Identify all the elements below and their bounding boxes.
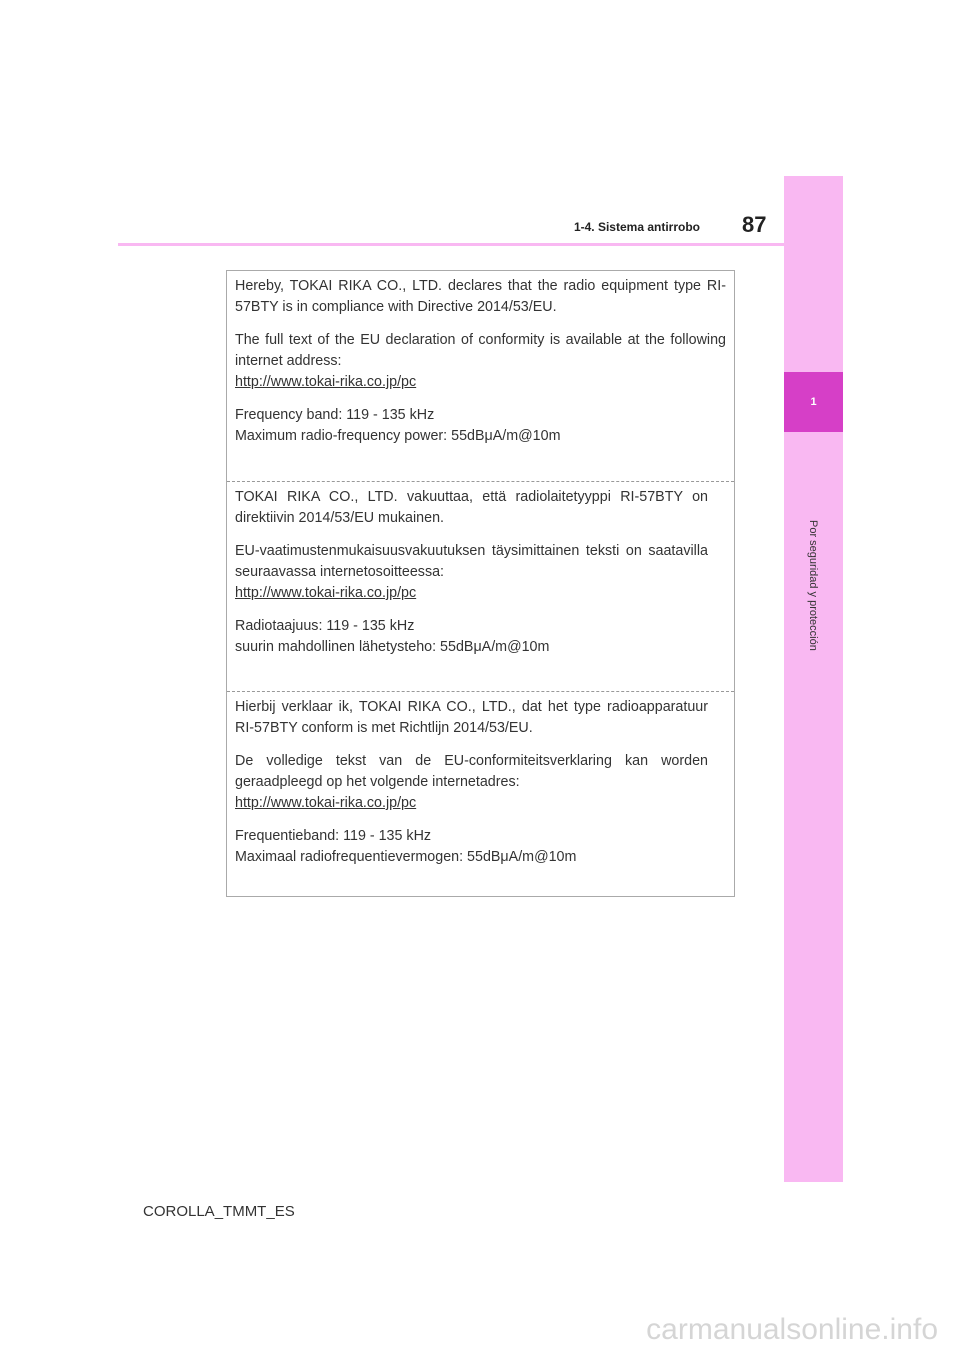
power-text: Maximum radio-frequency power: 55dBμA/m@10m — [235, 428, 561, 444]
watermark-text: carmanualsonline.info — [646, 1313, 938, 1346]
declaration-text: Hierbij verklaar ik, TOKAI RIKA CO., LTD., dat het type radioapparatuur RI-57BTY conform is met Richtlijn 2014/53/EU. — [235, 699, 708, 736]
chapter-number-box — [784, 372, 843, 432]
frequency-text: Frequency band: 119 - 135 kHz — [235, 407, 435, 423]
page-number: 87 — [742, 212, 767, 237]
declaration-url-link[interactable]: http://www.tokai-rika.co.jp/pc — [235, 585, 417, 601]
footer-model-code: COROLLA_TMMT_ES — [143, 1203, 295, 1220]
declaration-url-link[interactable]: http://www.tokai-rika.co.jp/pc — [235, 374, 417, 390]
header-rule — [118, 243, 784, 246]
section-title: 1-4. Sistema antirrobo — [573, 220, 700, 234]
power-text: suurin mahdollinen lähetysteho: 55dBμA/m@10m — [235, 639, 550, 655]
frequency-text: Frequentieband: 119 - 135 kHz — [235, 828, 432, 844]
fulltext-text: De volledige tekst van de EU-conformiteitsverklaring kan worden geraadpleegd op het volgende internetadres: — [235, 753, 708, 790]
side-chapter-tab — [784, 176, 843, 1182]
notice-block-finnish — [227, 481, 734, 691]
notice-block-dutch — [227, 691, 734, 897]
declaration-text: Hereby, TOKAI RIKA CO., LTD. declares that the radio equipment type RI-57BTY is in compliance with Directive 2014/53/EU. — [235, 278, 726, 315]
chapter-number: 1 — [810, 396, 817, 408]
fulltext-text: EU-vaatimustenmukaisuusvakuutuksen täysimittainen teksti on saatavilla seuraavassa internetosoitteessa: — [235, 543, 708, 580]
fulltext-text: The full text of the EU declaration of conformity is available at the following internet address: — [235, 332, 726, 369]
declaration-text: TOKAI RIKA CO., LTD. vakuuttaa, että radiolaitetyyppi RI-57BTY on direktiivin 2014/53/EU mukainen. — [235, 489, 708, 526]
notice-block-english — [227, 271, 734, 481]
frequency-text: Radiotaajuus: 119 - 135 kHz — [235, 618, 415, 634]
declaration-url-link[interactable]: http://www.tokai-rika.co.jp/pc — [235, 795, 417, 811]
chapter-label: Por seguridad y protección — [807, 520, 819, 651]
conformity-notice-box — [226, 270, 735, 897]
power-text: Maximaal radiofrequentievermogen: 55dBμA/m@10m — [235, 849, 577, 865]
